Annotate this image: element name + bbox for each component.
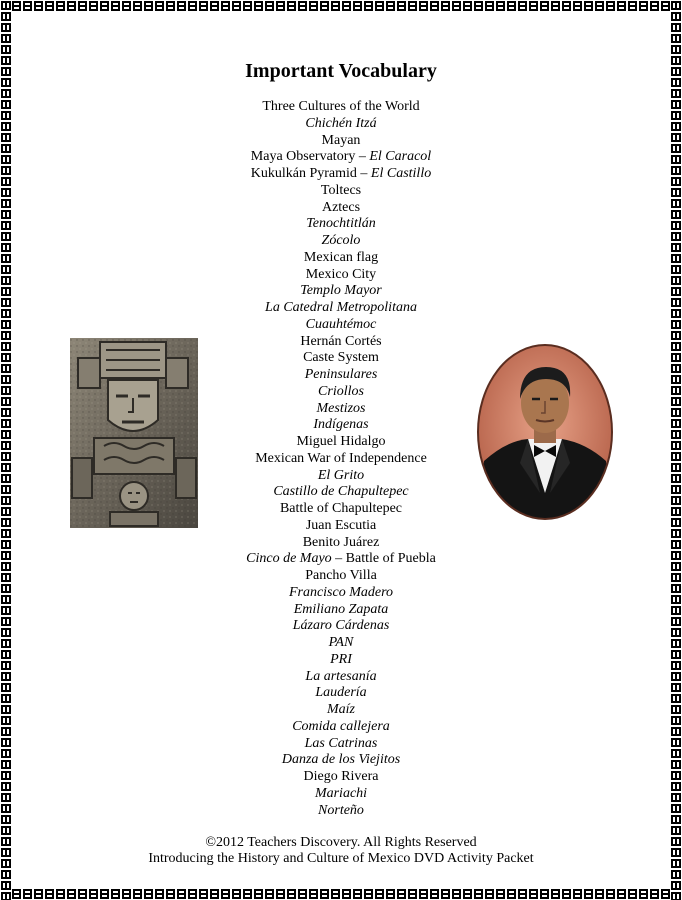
vocabulary-text: Kukulkán Pyramid – bbox=[250, 166, 371, 181]
vocabulary-text: Juan Escutia bbox=[305, 517, 377, 533]
vocabulary-item bbox=[12, 635, 670, 652]
vocabulary-text: Laudería bbox=[315, 685, 367, 701]
vocabulary-item bbox=[12, 250, 670, 267]
vocabulary-text: Norteño bbox=[318, 802, 364, 818]
vocabulary-item bbox=[12, 233, 670, 250]
vocabulary-text: Tenochtitlán bbox=[306, 216, 376, 232]
vocabulary-text: Emiliano Zapata bbox=[293, 601, 389, 617]
vocabulary-text: Francisco Madero bbox=[288, 584, 394, 600]
vocabulary-text: Danza de los Viejitos bbox=[281, 752, 401, 768]
vocabulary-text: Las Catrinas bbox=[304, 735, 378, 751]
vocabulary-item bbox=[12, 602, 670, 619]
vocabulary-text: Maya Observatory – bbox=[250, 149, 370, 165]
vocabulary-text: Mayan bbox=[321, 132, 361, 148]
vocabulary-text: Pancho Villa bbox=[305, 568, 377, 583]
vocabulary-item bbox=[12, 551, 670, 568]
vocabulary-item bbox=[12, 719, 670, 736]
vocabulary-text: Maíz bbox=[327, 702, 355, 717]
vocabulary-text: Chichén Itzá bbox=[305, 115, 377, 131]
vocabulary-text: Benito Juárez bbox=[302, 534, 380, 550]
vocabulary-text: Indígenas bbox=[313, 417, 369, 433]
vocabulary-item bbox=[12, 669, 670, 686]
vocabulary-text: Cuauhtémoc bbox=[305, 316, 377, 332]
vocabulary-text: Peninsulares bbox=[304, 367, 378, 382]
maya-stone-carving-image bbox=[70, 338, 198, 528]
vocabulary-text: La Catedral Metropolitana bbox=[265, 300, 417, 315]
vocabulary-item bbox=[12, 585, 670, 602]
vocabulary-text: Aztecs bbox=[321, 199, 361, 215]
vocabulary-item bbox=[12, 133, 670, 150]
page-border-top bbox=[0, 0, 682, 12]
vocabulary-item bbox=[12, 736, 670, 753]
vocabulary-text: Battle of Chapultepec bbox=[279, 501, 403, 516]
vocabulary-item bbox=[12, 183, 670, 200]
vocabulary-item bbox=[12, 786, 670, 803]
vocabulary-item bbox=[12, 702, 670, 719]
vocabulary-text: Mexican War of Independence bbox=[255, 450, 427, 466]
vocabulary-text: Criollos bbox=[318, 383, 364, 399]
vocabulary-item bbox=[12, 317, 670, 334]
vocabulary-text: PRI bbox=[330, 651, 352, 667]
page-title: Important Vocabulary bbox=[245, 60, 437, 82]
vocabulary-text: Zócolo bbox=[321, 233, 361, 248]
vocabulary-text: Mestizos bbox=[316, 400, 366, 416]
copyright-line: ©2012 Teachers Discovery. All Rights Reserved bbox=[205, 835, 477, 850]
vocabulary-text: Miguel Hidalgo bbox=[296, 434, 386, 449]
vocabulary-text: Cinco de Mayo bbox=[246, 551, 332, 567]
vocabulary-item bbox=[12, 618, 670, 635]
vocabulary-item bbox=[12, 769, 670, 786]
vocabulary-text: Mariachi bbox=[314, 785, 368, 801]
vocabulary-text: Comida callejera bbox=[292, 718, 390, 734]
vocabulary-text: El Caracol bbox=[369, 149, 432, 165]
vocabulary-item bbox=[12, 685, 670, 702]
vocabulary-text: PAN bbox=[328, 635, 354, 650]
vocabulary-item bbox=[12, 149, 670, 166]
vocabulary-item bbox=[12, 200, 670, 217]
vocabulary-text: Toltecs bbox=[320, 182, 362, 198]
vocabulary-item bbox=[12, 535, 670, 552]
vocabulary-item bbox=[12, 752, 670, 769]
vocabulary-item bbox=[12, 652, 670, 669]
vocabulary-text: El Grito bbox=[317, 467, 365, 483]
vocabulary-text: El Castillo bbox=[370, 166, 432, 181]
vocabulary-item bbox=[12, 267, 670, 284]
vocabulary-text: Three Cultures of the World bbox=[262, 99, 420, 114]
vocabulary-text: Caste System bbox=[303, 350, 379, 366]
vocabulary-item bbox=[12, 300, 670, 317]
vocabulary-text: Templo Mayor bbox=[300, 283, 382, 299]
vocabulary-text: Castillo de Chapultepec bbox=[273, 484, 409, 500]
vocabulary-text: Lázaro Cárdenas bbox=[292, 618, 390, 634]
vocabulary-text: Hernán Cortés bbox=[300, 333, 382, 349]
vocabulary-item bbox=[12, 283, 670, 300]
vocabulary-text: Diego Rivera bbox=[303, 769, 379, 784]
page-border-bottom bbox=[0, 888, 682, 900]
vocabulary-text: – Battle of Puebla bbox=[331, 551, 436, 567]
vocabulary-text: Mexican flag bbox=[303, 249, 379, 265]
vocabulary-item bbox=[12, 568, 670, 585]
product-line: Introducing the History and Culture of Mexico DVD Activity Packet bbox=[148, 851, 534, 866]
vocabulary-item bbox=[12, 99, 670, 116]
page-border-left bbox=[0, 0, 12, 900]
benito-juarez-portrait-image bbox=[476, 343, 614, 521]
vocabulary-item bbox=[12, 216, 670, 233]
vocabulary-item bbox=[12, 803, 670, 820]
vocabulary-text: Mexico City bbox=[305, 266, 377, 282]
page-footer bbox=[0, 835, 682, 867]
vocabulary-item bbox=[12, 116, 670, 133]
vocabulary-item bbox=[12, 166, 670, 183]
vocabulary-text: La artesanía bbox=[305, 668, 377, 684]
page-border-right bbox=[670, 0, 682, 900]
